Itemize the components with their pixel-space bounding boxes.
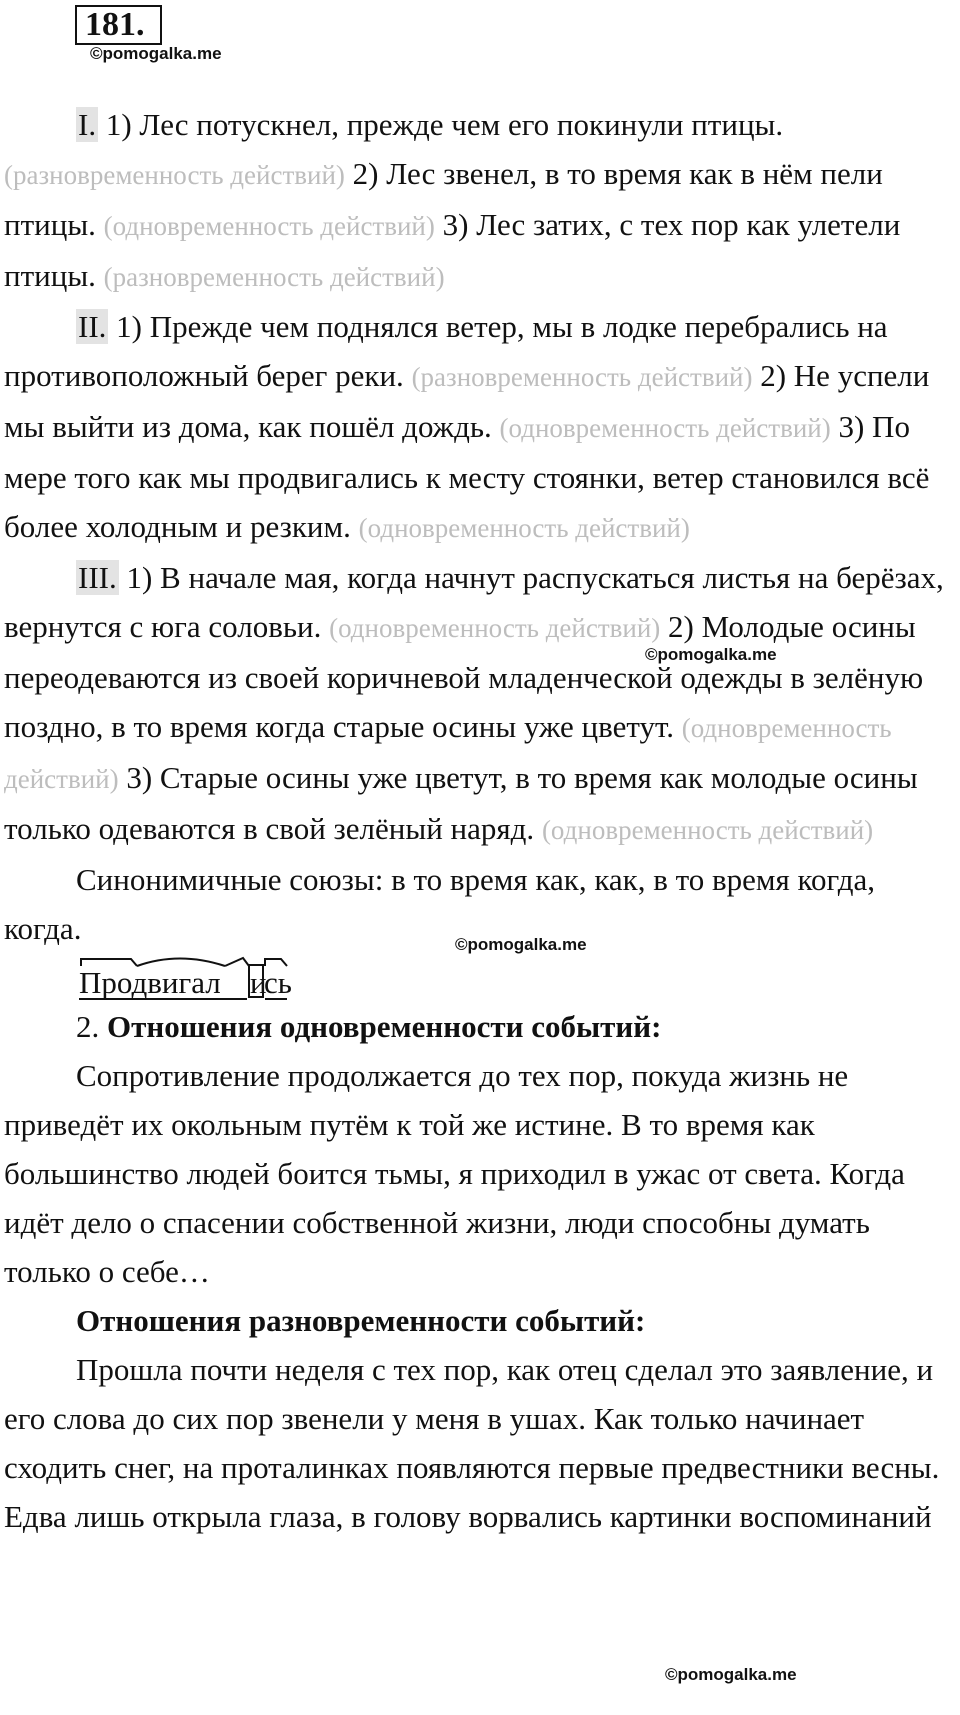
watermark: ©pomogalka.me	[645, 645, 777, 664]
part2-text-diff: Прошла почти неделя с тех пор, как отец сделал это заявление, и его слова до сих пор звенели у меня в ушах. Как только начинает сходить снег, на проталинках появляются первые предвестники весны. Едва лишь открыла глаза, в голову ворвались картинки воспоминаний	[4, 1352, 940, 1534]
watermark: ©pomogalka.me	[665, 1665, 797, 1684]
note: (одновременность действий)	[541, 815, 874, 845]
sentence: 1) В начале мая, когда начнут распускаться листья на берёзах, вернутся с юга соловьи.	[4, 560, 944, 644]
sentence: 1) Прежде чем поднялся ветер, мы в лодке перебрались на противоположный берег реки.	[4, 309, 888, 393]
section-3	[4, 553, 959, 855]
note: (одновременность действий)	[358, 513, 690, 543]
section-1	[4, 100, 959, 302]
part2-heading-diff: Отношения разновременности событий:	[76, 1303, 646, 1338]
sentence: 2) Лес звенел, в то время как в нём пели птицы.	[4, 156, 883, 242]
roman-numeral: III.	[78, 560, 117, 595]
sentence: 3) По мере того как мы продвигались к месту стоянки, ветер становился всё более холодным и резким.	[4, 409, 930, 544]
sentence: 1) Лес потускнел, прежде чем его покинули птицы.	[98, 107, 784, 142]
watermark: ©pomogalka.me	[90, 44, 222, 63]
note: (одновременность действий)	[329, 613, 661, 643]
note: (одновременность действий)	[4, 713, 892, 794]
part2-label: 2.	[76, 1009, 107, 1044]
morph-postfix: сь	[264, 965, 292, 1000]
note: (разновременность действий)	[411, 362, 753, 392]
task-number: 181	[85, 6, 136, 43]
task-number-box: 181.	[75, 5, 162, 45]
note: (разновременность действий)	[4, 160, 345, 190]
morph-diagram	[79, 953, 299, 1002]
morph-analysis	[4, 953, 959, 1002]
sentence: 3) Лес затих, с тех пор как улетели птицы.	[4, 207, 901, 293]
sentence: 2) Не успели мы выйти из дома, как пошёл дождь.	[4, 358, 930, 444]
synonyms-line: Синонимичные союзы: в то время как, как, в то время когда, когда.	[4, 862, 875, 946]
watermark: ©pomogalka.me	[455, 935, 587, 954]
sentence: 3) Старые осины уже цветут, в то время как молодые осины только одеваются в свой зелёный наряд.	[4, 760, 918, 846]
part2-heading-simult	[4, 1002, 959, 1051]
section-2	[4, 302, 959, 553]
heading: Отношения одновременности событий:	[107, 1009, 662, 1044]
sentence: 2) Молодые осины переодеваются из своей коричневой младенческой одежды в зелёную поздно, в то время когда старые осины уже цветут.	[4, 609, 924, 744]
answer-text	[4, 100, 959, 1541]
note: (одновременность действий)	[103, 211, 435, 241]
part2-text-simult: Сопротивление продолжается до тех пор, покуда жизнь не приведёт их окольным путём к той же истине. В то время как большинство людей боится тьмы, я приходил в ужас от света. Когда идёт дело о спасении собственной жизни, люди способны думать только о себе…	[4, 1058, 905, 1289]
morph-root: Продвигал	[79, 965, 221, 1000]
roman-numeral: I.	[78, 107, 97, 142]
note: (одновременность действий)	[499, 413, 831, 443]
note: (разновременность действий)	[103, 262, 445, 292]
roman-numeral: II.	[78, 309, 107, 344]
morph-ending: и	[250, 965, 267, 1000]
